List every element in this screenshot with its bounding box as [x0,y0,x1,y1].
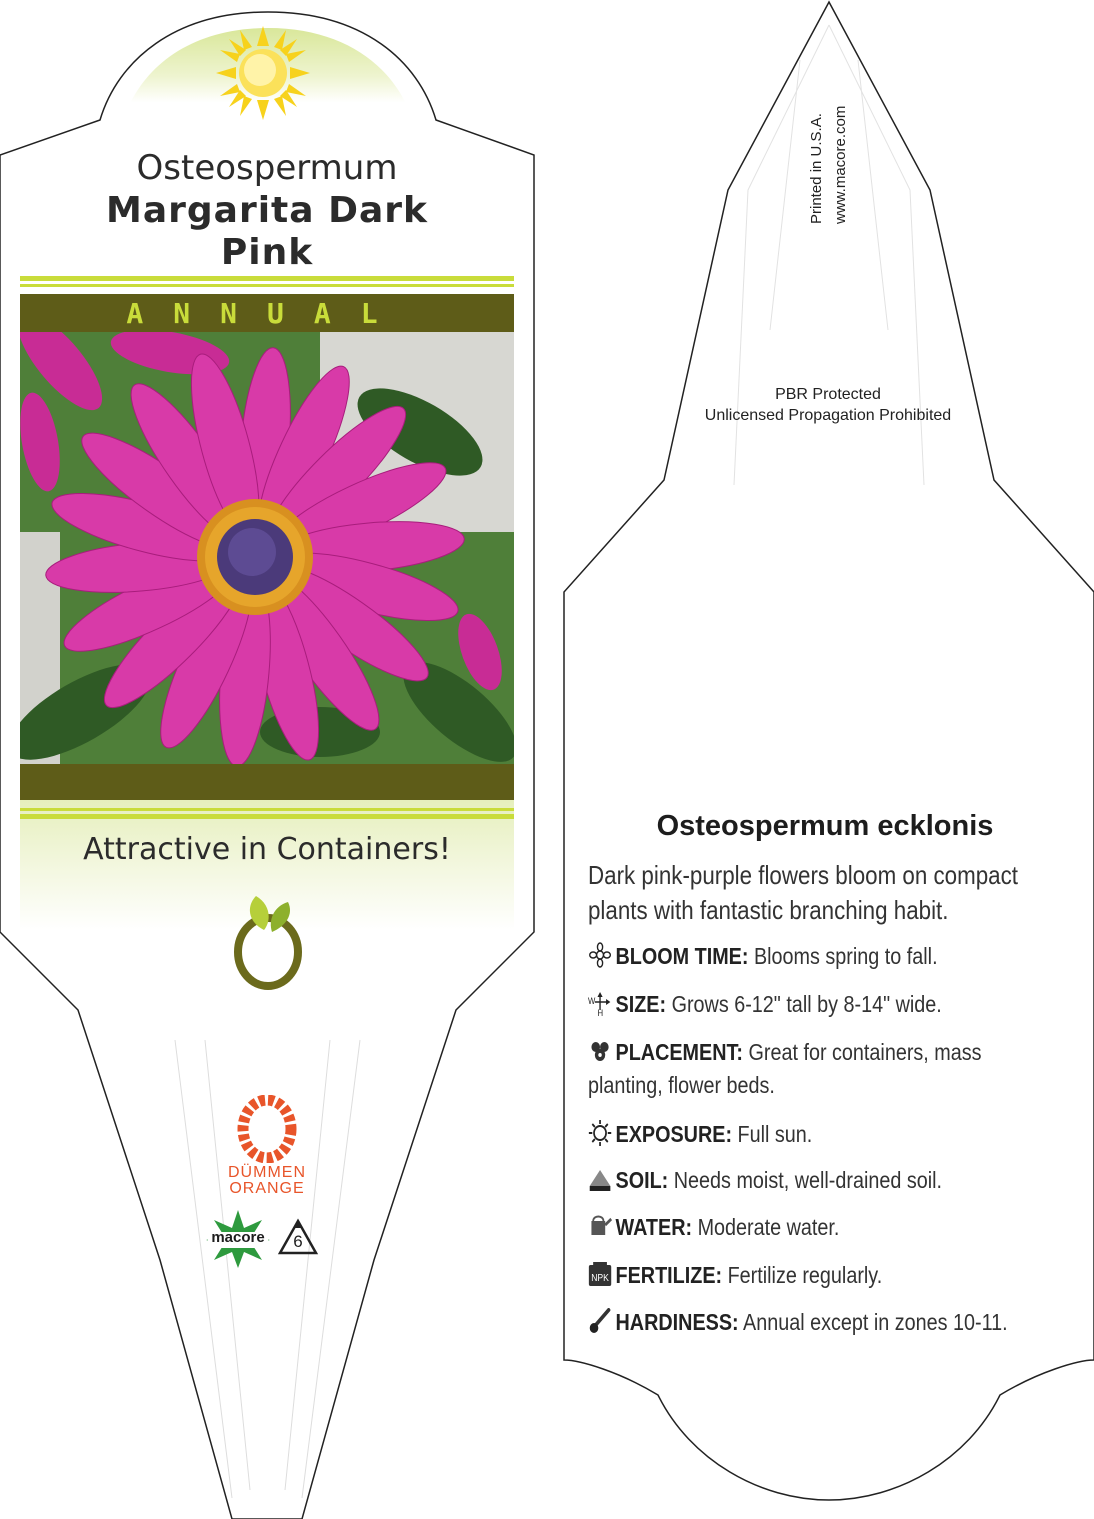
size-arrows-icon [588,990,612,1016]
dummen-orange-logo-icon [236,1095,298,1163]
svg-text:W: W [588,995,596,1007]
attribute-placement: PLACEMENT: Great for containers, mass [588,1038,982,1066]
attribute-soil: SOIL: Needs moist, well-drained soil. [588,1166,942,1194]
flower-icon [588,942,612,968]
website: www.macore.com [832,105,849,224]
attribute-bloom-time: BLOOM TIME: Blooms spring to fall. [588,942,938,970]
plants-icon [588,1038,612,1064]
brand-macore: macore [211,1229,265,1246]
pbr-protected: PBR Protected [775,386,881,403]
attribute-exposure: EXPOSURE: Full sun. [588,1120,812,1148]
sun-icon [588,1120,612,1146]
placement-continued: planting, flower beds. [588,1072,775,1098]
watering-can-icon [588,1213,612,1239]
species-name: Osteospermum ecklonis [656,810,994,842]
brand-dummen: DÜMMEN [228,1164,306,1181]
brand-orange: ORANGE [229,1180,305,1197]
attribute-water: WATER: Moderate water. [588,1213,839,1241]
svg-text:NPK: NPK [591,1272,609,1284]
sun-logo-icon [216,26,310,120]
attribute-hardiness: HARDINESS: Annual except in zones 10-11. [588,1308,1008,1336]
npk-icon [588,1261,612,1287]
tagline: Attractive in Containers! [83,832,451,867]
svg-text:H: H [597,1007,604,1016]
soil-icon [588,1166,612,1192]
sprout-logo-icon [228,892,308,990]
unlicensed-propagation: Unlicensed Propagation Prohibited [704,407,952,424]
thermometer-icon [588,1308,612,1334]
cultivar-name-line1: Margarita Dark [106,190,428,231]
cultivar-name-line2: Pink [220,232,314,273]
printed-in-usa: Printed in U.S.A. [808,113,825,224]
description-line1: Dark pink-purple flowers bloom on compact [588,860,1018,890]
attribute-size: W H SIZE: Grows 6-12" tall by 8-14" wide. [588,991,942,1017]
flower-photo [20,332,514,764]
attribute-fertilize: NPK FERTILIZE: Fertilize regularly. [588,1261,882,1289]
description-line2: plants with fantastic branching habit. [588,895,949,925]
category-label: ANNUAL [126,297,408,330]
photo-bottom-band [20,764,514,800]
recycle-number: 6 [293,1232,303,1251]
plant-genus: Osteospermum [136,148,398,188]
